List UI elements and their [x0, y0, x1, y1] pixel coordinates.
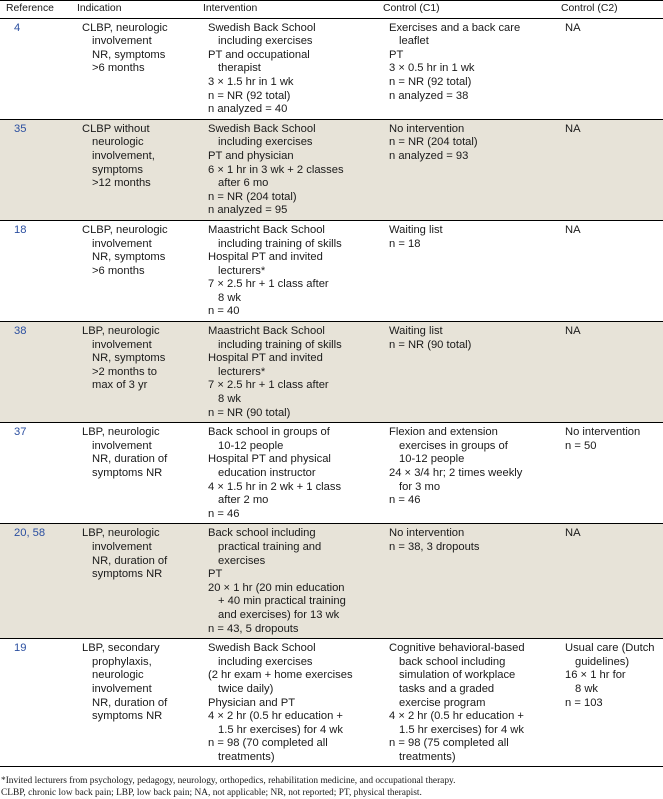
cell-line: 4 × 2 hr (0.5 hr education + [389, 710, 524, 723]
cell-line: n = 50 [565, 439, 597, 452]
cell-line: NA [565, 122, 581, 135]
cell-line: exercise program [399, 696, 486, 709]
cell-line: NR, symptoms [92, 352, 166, 365]
cell-line: n = 40 [208, 305, 240, 318]
cell-line: education instructor [218, 467, 316, 479]
intervention-cell [203, 639, 383, 767]
cell-line: 24 × 3/4 hr; 2 times weekly [389, 467, 523, 479]
cell-line: symptoms NR [92, 467, 163, 479]
reference-link[interactable]: 19 [0, 639, 77, 767]
cell-line: n = 98 (75 completed all [389, 737, 509, 750]
cell-line: 4 × 2 hr (0.5 hr education + [208, 710, 343, 723]
indication-cell [77, 220, 203, 321]
table-header [0, 1, 663, 19]
control-c2-cell [561, 524, 663, 639]
cell-line: and exercises) for 13 wk [218, 608, 340, 621]
cell-line: NR, symptoms [92, 251, 166, 264]
cell-line: n = NR (92 total) [208, 89, 291, 102]
cell-line: Exercises and a back care [389, 21, 521, 34]
cell-line: NR, duration of [92, 554, 168, 567]
cell-line: PT [389, 48, 404, 61]
cell-line: n = 38, 3 dropouts [389, 540, 480, 553]
header-indication: Indication [77, 1, 203, 19]
cell-line: Flexion and extension [389, 426, 498, 439]
indication-cell [77, 119, 203, 220]
cell-line: for 3 mo [399, 480, 441, 493]
control-c2-cell [561, 18, 663, 119]
cell-line: NA [565, 325, 581, 338]
cell-line: Back school including [208, 527, 316, 540]
cell-line: n = 103 [565, 696, 603, 709]
cell-line: including exercises [218, 655, 313, 668]
cell-line: LBP, neurologic [82, 325, 160, 338]
cell-line: 8 wk [218, 393, 242, 406]
cell-line: Swedish Back School [208, 122, 316, 135]
control-c1-cell [383, 423, 561, 524]
intervention-cell [203, 524, 383, 639]
cell-line: guidelines) [575, 655, 630, 668]
cell-line: 8 wk [218, 291, 242, 304]
cell-line: n = 98 (70 completed all [208, 737, 328, 750]
indication-cell [77, 423, 203, 524]
cell-line: therapist [218, 62, 261, 75]
cell-line: 10-12 people [399, 453, 465, 466]
reference-link[interactable]: 35 [0, 119, 77, 220]
intervention-cell [203, 220, 383, 321]
cell-line: n = NR (204 total) [208, 190, 297, 203]
cell-line: NA [565, 527, 581, 540]
footnote-abbreviations: CLBP, chronic low back pain; LBP, low back pain; NA, not applicable; NR, not reported; PT, physical therapist. [1, 788, 422, 799]
cell-line: NR, duration of [92, 696, 168, 709]
cell-line: 1.5 hr exercises) for 4 wk [399, 723, 524, 736]
table-body [0, 18, 663, 767]
cell-line: + 40 min practical training [218, 595, 346, 608]
cell-line: twice daily) [218, 682, 274, 695]
cell-line: No intervention [389, 527, 465, 540]
cell-line: 3 × 0.5 hr in 1 wk [389, 62, 475, 75]
cell-line: neurologic [92, 136, 144, 149]
cell-line: >6 months [92, 62, 145, 75]
cell-line: symptoms NR [92, 568, 163, 581]
control-c1-cell [383, 220, 561, 321]
table-row [0, 119, 663, 220]
cell-line: after 6 mo [218, 177, 269, 190]
cell-line: Usual care (Dutch [565, 642, 655, 655]
cell-line: PT and physician [208, 149, 294, 162]
cell-line: n analyzed = 95 [208, 204, 288, 217]
cell-line: 10-12 people [218, 439, 284, 452]
reference-link[interactable]: 38 [0, 322, 77, 423]
cell-line: symptoms [92, 163, 143, 176]
control-c1-cell [383, 639, 561, 767]
cell-line: CLBP, neurologic [82, 223, 168, 236]
cell-line: exercises in groups of [399, 439, 508, 452]
cell-line: n analyzed = 38 [389, 89, 469, 102]
table-row [0, 322, 663, 423]
control-c2-cell [561, 220, 663, 321]
intervention-cell [203, 423, 383, 524]
cell-line: lecturers* [218, 264, 266, 277]
cell-line: back school including [399, 655, 506, 668]
cell-line: 4 × 1.5 hr in 2 wk + 1 class [208, 480, 342, 493]
cell-line: No intervention [389, 122, 465, 135]
cell-line: involvement [92, 682, 152, 695]
cell-line: involvement [92, 237, 152, 250]
cell-line: CLBP without [82, 122, 150, 135]
cell-line: lecturers* [218, 365, 266, 378]
cell-line: NA [565, 223, 581, 236]
cell-line: involvement [92, 338, 152, 351]
indication-cell [77, 322, 203, 423]
cell-line: Waiting list [389, 223, 443, 236]
cell-line: 20 × 1 hr (20 min education [208, 581, 345, 594]
reference-link[interactable]: 20, 58 [0, 524, 77, 639]
cell-line: Cognitive behavioral-based [389, 642, 525, 655]
cell-line: 16 × 1 hr for [565, 669, 626, 682]
cell-line: Hospital PT and invited [208, 352, 323, 365]
control-c2-cell [561, 322, 663, 423]
cell-line: including training of skills [218, 338, 342, 351]
control-c2-cell [561, 639, 663, 767]
cell-line: >2 months to [92, 365, 157, 378]
cell-line: Hospital PT and physical [208, 453, 331, 466]
intervention-cell [203, 18, 383, 119]
cell-line: n = 43, 5 dropouts [208, 622, 299, 635]
indication-cell [77, 524, 203, 639]
cell-line: including exercises [218, 136, 313, 149]
cell-line: n = NR (204 total) [389, 136, 478, 149]
header-intervention: Intervention [203, 1, 383, 19]
cell-line: n = 18 [389, 237, 421, 250]
cell-line: 6 × 1 hr in 3 wk + 2 classes [208, 163, 344, 176]
table-row [0, 423, 663, 524]
cell-line: simulation of workplace [399, 669, 516, 682]
cell-line: 7 × 2.5 hr + 1 class after [208, 278, 329, 291]
cell-line: involvement [92, 35, 152, 48]
control-c2-cell [561, 423, 663, 524]
indication-cell [77, 18, 203, 119]
cell-line: n analyzed = 40 [208, 103, 288, 116]
table-row [0, 18, 663, 119]
cell-line: involvement [92, 439, 152, 452]
cell-line: prophylaxis, [92, 655, 152, 668]
table-footnotes [0, 767, 663, 799]
cell-line: LBP, secondary [82, 642, 160, 655]
control-c1-cell [383, 119, 561, 220]
cell-line: PT and occupational [208, 48, 310, 61]
cell-line: Swedish Back School [208, 642, 316, 655]
cell-line: Physician and PT [208, 696, 296, 709]
cell-line: n = 46 [389, 494, 421, 507]
cell-line: neurologic [92, 669, 144, 682]
footnote-lecturers: *Invited lecturers from psychology, pedagogy, neurology, orthopedics, rehabilitation medicine, and occupational therapy. [1, 776, 456, 787]
indication-cell [77, 639, 203, 767]
cell-line: including exercises [218, 35, 313, 48]
cell-line: tasks and a graded [399, 682, 495, 695]
cell-line: treatments) [399, 750, 456, 763]
header-control-c2: Control (C2) [561, 1, 663, 19]
table-row [0, 639, 663, 767]
cell-line: >12 months [92, 177, 151, 190]
intervention-cell [203, 119, 383, 220]
reference-link[interactable]: 37 [0, 423, 77, 524]
cell-line: involvement, [92, 149, 155, 162]
control-c1-cell [383, 322, 561, 423]
cell-line: leaflet [399, 35, 429, 48]
cell-line: including training of skills [218, 237, 342, 250]
header-control-c1: Control (C1) [383, 1, 561, 19]
cell-line: NR, symptoms [92, 48, 166, 61]
cell-line: 1.5 hr exercises) for 4 wk [218, 723, 343, 736]
cell-line: symptoms NR [92, 710, 163, 723]
cell-line: Hospital PT and invited [208, 251, 323, 264]
cell-line: (2 hr exam + home exercises [208, 669, 353, 682]
control-c2-cell [561, 119, 663, 220]
cell-line: >6 months [92, 264, 145, 277]
cell-line: n analyzed = 93 [389, 149, 469, 162]
cell-line: exercises [218, 554, 266, 567]
cell-line: n = NR (90 total) [208, 406, 291, 419]
cell-line: No intervention [565, 426, 641, 439]
cell-line: NA [565, 21, 581, 34]
reference-link[interactable]: 18 [0, 220, 77, 321]
cell-line: 7 × 2.5 hr + 1 class after [208, 379, 329, 392]
intervention-cell [203, 322, 383, 423]
cell-line: Back school in groups of [208, 426, 330, 439]
cell-line: n = 46 [208, 507, 240, 520]
cell-line: involvement [92, 540, 152, 553]
table-row [0, 220, 663, 321]
table-row [0, 524, 663, 639]
cell-line: LBP, neurologic [82, 527, 160, 540]
header-reference: Reference [0, 1, 77, 19]
cell-line: n = NR (90 total) [389, 338, 472, 351]
cell-line: max of 3 yr [92, 379, 148, 392]
control-c1-cell [383, 18, 561, 119]
cell-line: LBP, neurologic [82, 426, 160, 439]
cell-line: Maastricht Back School [208, 223, 325, 236]
cell-line: NR, duration of [92, 453, 168, 466]
cell-line: 8 wk [575, 682, 599, 695]
cell-line: practical training and [218, 540, 322, 553]
cell-line: Swedish Back School [208, 21, 316, 34]
cell-line: treatments) [218, 750, 275, 763]
reference-link[interactable]: 4 [0, 18, 77, 119]
cell-line: CLBP, neurologic [82, 21, 168, 34]
cell-line: Waiting list [389, 325, 443, 338]
cell-line: PT [208, 568, 223, 581]
control-c1-cell [383, 524, 561, 639]
cell-line: Maastricht Back School [208, 325, 325, 338]
cell-line: 3 × 1.5 hr in 1 wk [208, 75, 294, 88]
cell-line: n = NR (92 total) [389, 75, 472, 88]
cell-line: after 2 mo [218, 494, 269, 507]
